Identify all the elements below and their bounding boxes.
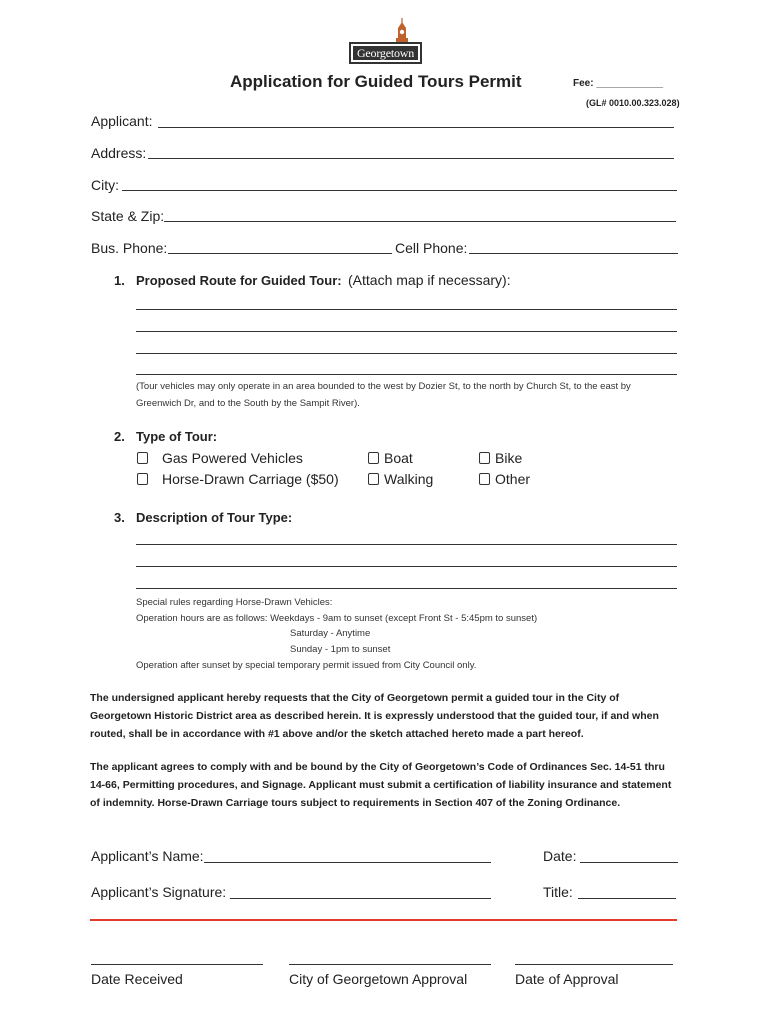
agreement-statement: The applicant agrees to comply with and be bound by the City of Georgetown’s Code of Ordinances Sec. 14-51 thru 14-66, Permitting procedures, and Signage. Applicant must submit a certification of liability insurance and statement of indemnity. Horse-Drawn Carriage tours subject to requirements in Section 407 of the Zoning Ordinance.	[90, 761, 672, 809]
applicant-name-label: Applicant’s Name:	[91, 848, 204, 864]
horse-carriage-label: Horse-Drawn Carriage ($50)	[162, 471, 339, 487]
date-of-approval-line[interactable]	[515, 964, 673, 965]
section-1-title: Proposed Route for Guided Tour:	[136, 273, 342, 288]
other-label: Other	[495, 471, 531, 487]
applicant-signature-line[interactable]	[230, 898, 491, 899]
walking-checkbox[interactable]	[368, 473, 379, 485]
state-zip-input-line[interactable]	[164, 221, 676, 222]
applicant-input-line[interactable]	[158, 127, 674, 128]
rules-after-sunset: Operation after sunset by special temporary permit issued from City Council only.	[136, 660, 477, 671]
rules-title: Special rules regarding Horse-Drawn Vehicles:	[136, 597, 333, 608]
gas-vehicles-label: Gas Powered Vehicles	[162, 450, 303, 466]
bike-label: Bike	[495, 450, 523, 466]
section-3-number: 3.	[114, 510, 125, 525]
date-of-approval-label: Date of Approval	[515, 971, 619, 987]
section-2-number: 2.	[114, 429, 125, 444]
boat-label: Boat	[384, 450, 413, 466]
rules-saturday: Saturday - Anytime	[290, 628, 371, 639]
description-line[interactable]	[136, 588, 677, 589]
title-line[interactable]	[578, 898, 676, 899]
city-approval-label: City of Georgetown Approval	[289, 971, 468, 987]
rules-hours: Operation hours are as follows: Weekdays - 9am to sunset (except Front St - 5:45pm to sunset)	[136, 613, 538, 624]
address-input-line[interactable]	[148, 158, 674, 159]
title-label: Title:	[543, 884, 573, 900]
page-title: Application for Guided Tours Permit	[230, 72, 522, 91]
description-line[interactable]	[136, 566, 677, 567]
boat-checkbox[interactable]	[368, 452, 379, 464]
cell-phone-input-line[interactable]	[469, 253, 678, 254]
applicant-name-line[interactable]	[204, 862, 491, 863]
route-line[interactable]	[136, 331, 677, 332]
bus-phone-input-line[interactable]	[168, 253, 392, 254]
office-use-divider	[90, 919, 677, 921]
address-label: Address:	[91, 145, 147, 161]
applicant-signature-label: Applicant’s Signature:	[91, 884, 227, 900]
section-3-title: Description of Tour Type:	[136, 510, 293, 525]
date-label: Date:	[543, 848, 577, 864]
other-checkbox[interactable]	[479, 473, 490, 485]
fee-field: Fee: ____________	[573, 78, 664, 89]
bus-phone-label: Bus. Phone:	[91, 240, 168, 256]
date-received-label: Date Received	[91, 971, 183, 987]
route-line[interactable]	[136, 374, 677, 375]
bike-checkbox[interactable]	[479, 452, 490, 464]
gas-vehicles-checkbox[interactable]	[137, 452, 148, 464]
route-restriction-line-1: (Tour vehicles may only operate in an area bounded to the west by Dozier St, to the north by Church St, to the east by	[136, 381, 631, 392]
city-label: City:	[91, 177, 119, 193]
clock-tower-icon	[393, 18, 411, 44]
date-received-line[interactable]	[91, 964, 263, 965]
description-line[interactable]	[136, 544, 677, 545]
section-1-note: (Attach map if necessary):	[348, 272, 511, 288]
rules-sunday: Sunday - 1pm to sunset	[290, 644, 391, 655]
logo-text: Georgetown	[353, 46, 418, 60]
gl-code: (GL# 0010.00.323.028)	[586, 98, 680, 108]
section-2-title: Type of Tour:	[136, 429, 218, 444]
route-line[interactable]	[136, 353, 677, 354]
horse-carriage-checkbox[interactable]	[137, 473, 148, 485]
route-restriction-line-2: Greenwich Dr, and to the South by the Sampit River).	[136, 398, 360, 409]
route-line[interactable]	[136, 309, 677, 310]
date-line[interactable]	[580, 862, 678, 863]
city-approval-line[interactable]	[289, 964, 491, 965]
section-1-number: 1.	[114, 273, 125, 288]
request-statement: The undersigned applicant hereby requests that the City of Georgetown permit a guided tour in the City of Georgetown Historic District area as described herein. It is expressly understood that the guided tour, if and when routed, shall be in accordance with #1 above and/or the sketch attached hereto made a part hereof.	[90, 692, 659, 740]
applicant-label: Applicant:	[91, 113, 153, 129]
state-zip-label: State & Zip:	[91, 208, 165, 224]
city-input-line[interactable]	[122, 190, 677, 191]
walking-label: Walking	[384, 471, 434, 487]
cell-phone-label: Cell Phone:	[395, 240, 468, 256]
